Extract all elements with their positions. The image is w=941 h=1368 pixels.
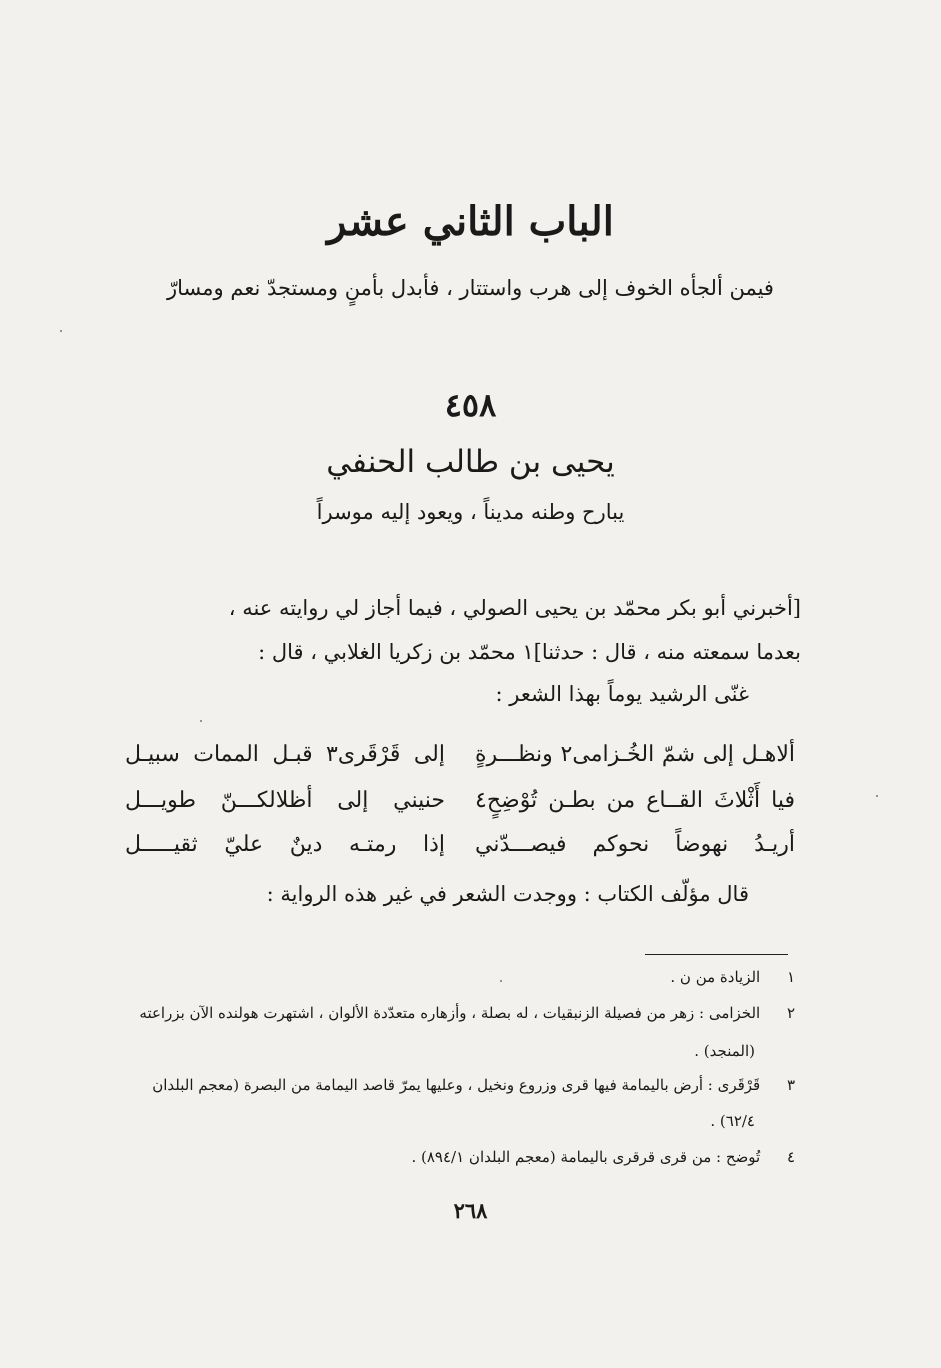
- chapter-subtitle: فيمن ألجأه الخوف إلى هرب واستتار ، فأبدل بأمنٍ ومستجدّ نعم ومسارّ: [167, 276, 774, 300]
- footnote-number: ٢: [786, 1004, 795, 1022]
- footnote-number: ١: [786, 968, 795, 986]
- verse-line: [125, 832, 795, 872]
- paper-speck: [200, 720, 202, 722]
- prose-line: غنّى الرشيد يوماً بهذا الشعر :: [495, 682, 749, 706]
- verse-line: [125, 788, 795, 828]
- verse-second-hemistich: إذا رمتـه دينٌ عليّ ثقيـــــل: [125, 832, 445, 857]
- verse-second-hemistich: حنيني إلى أظلالكـــنّ طويـــل: [125, 788, 445, 813]
- footnote-text: قَرْقَرى : أرض باليمامة فيها قرى وزروع ونخيل ، وعليها يمرّ قاصد اليمامة من البصرة (معجم البلدان: [152, 1076, 761, 1094]
- footnote-text: (المنجد) .: [694, 1042, 755, 1060]
- chapter-title: الباب الثاني عشر: [327, 198, 614, 245]
- verse-line: [125, 742, 795, 782]
- footnote-divider: [645, 954, 788, 955]
- paper-speck: [500, 980, 502, 982]
- footnote-text: تُوضح : من قرى قرقرى باليمامة (معجم البلدان ٨٩٤/١) .: [411, 1148, 761, 1166]
- footnote: [411, 1148, 795, 1166]
- footnote-text: الزيادة من ن .: [670, 968, 761, 986]
- verse-second-hemistich: إلى قَرْقَرى٣ قبـل الممات سبيـل: [125, 742, 445, 767]
- footnote-continuation: [694, 1042, 755, 1060]
- verse-first-hemistich: ألاهـل إلى شمّ الخُـزامى٢ ونظـــرةٍ: [475, 742, 795, 767]
- person-name: يحيى بن طالب الحنفي: [326, 444, 615, 480]
- paper-speck: [876, 795, 878, 797]
- paper-speck: [60, 330, 62, 332]
- person-description: يبارح وطنه مديناً ، ويعود إليه موسراً: [316, 500, 625, 524]
- footnote-text: الخزامى : زهر من فصيلة الزنبقيات ، له بصلة ، وأزهاره متعدّدة الألوان ، اشتهرت هولنده الآن بزراعته: [139, 1004, 761, 1022]
- footnote: [139, 1004, 795, 1022]
- footnote: [670, 968, 795, 986]
- entry-number: ٤٥٨: [444, 386, 497, 424]
- verse-first-hemistich: أريـدُ نهوضاً نحوكم فيصـــدّني: [475, 832, 795, 857]
- prose-line: بعدما سمعته منه ، قال : حدثنا]١ محمّد بن زكريا الغلابي ، قال :: [258, 640, 801, 664]
- footnote-number: ٣: [786, 1076, 795, 1094]
- footnote-number: ٤: [786, 1148, 795, 1166]
- footnote-text: ٦٢/٤) .: [710, 1112, 755, 1130]
- footnote-continuation: [710, 1112, 755, 1130]
- verse-first-hemistich: فيا أَثْلاثَ القــاع من بطـن تُوْضِحٍ٤: [475, 788, 795, 813]
- footnote: [152, 1076, 795, 1094]
- prose-line: قال مؤلّف الكتاب : ووجدت الشعر في غير هذه الرواية :: [266, 882, 749, 906]
- prose-line: [أخبرني أبو بكر محمّد بن يحيى الصولي ، فيما أجاز لي روايته عنه ،: [228, 596, 801, 620]
- page-number: ٢٦٨: [453, 1198, 488, 1223]
